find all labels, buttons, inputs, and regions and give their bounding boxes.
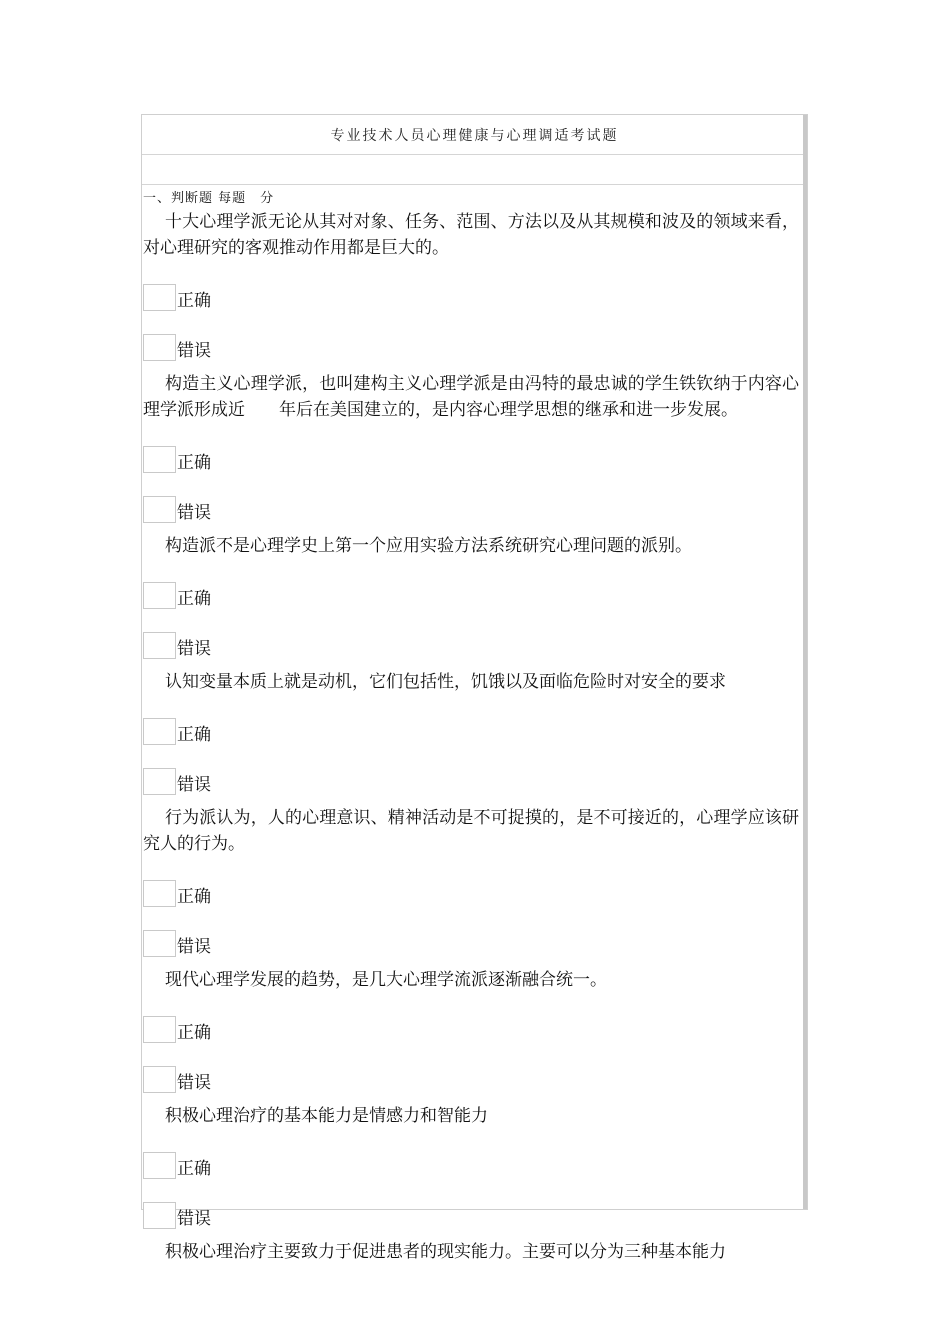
checkbox[interactable] [143,880,176,907]
option-true[interactable] [143,705,799,745]
checkbox[interactable] [143,582,176,609]
option-label: 错误 [177,937,211,957]
option-false[interactable] [143,321,799,361]
checkbox[interactable] [143,496,176,523]
exam-frame [141,114,808,1262]
question-text: 构造主义心理学派，也叫建构主义心理学派是由冯特的最忠诚的学生铁钦纳于内容心理学派形成近 年后在美国建立的，是内容心理学思想的继承和进一步发展。 [143,374,799,420]
option-label: 错误 [177,639,211,659]
option-label: 正确 [177,589,211,609]
checkbox[interactable] [143,632,176,659]
empty-row [142,155,807,185]
option-label: 错误 [177,341,211,361]
option-false[interactable] [143,1189,799,1229]
option-label: 错误 [177,775,211,795]
option-label: 正确 [177,887,211,907]
question-text: 十大心理学派无论从其对对象、任务、范围、方法以及从其规模和波及的领域来看，对心理研究的客观推动作用都是巨大的。 [143,212,799,258]
option-false[interactable] [143,917,799,957]
question-text: 现代心理学发展的趋势，是几大心理学流派逐渐融合统一。 [165,970,607,990]
option-label: 错误 [177,1209,211,1229]
option-true[interactable] [143,867,799,907]
title-row [142,115,807,155]
option-label: 正确 [177,725,211,745]
option-false[interactable] [143,1053,799,1093]
question-text: 积极心理治疗主要致力于促进患者的现实能力。主要可以分为三种基本能力 [165,1242,726,1262]
scrollbar[interactable] [803,115,807,1209]
option-true[interactable] [143,433,799,473]
question-text: 行为派认为，人的心理意识、精神活动是不可捉摸的，是不可接近的，心理学应该研究人的行为。 [143,808,799,854]
option-label: 正确 [177,291,211,311]
checkbox[interactable] [143,1016,176,1043]
option-label: 错误 [177,1073,211,1093]
section-header [143,191,799,207]
option-true[interactable] [143,1139,799,1179]
checkbox[interactable] [143,284,176,311]
checkbox[interactable] [143,446,176,473]
option-true[interactable] [143,1003,799,1043]
checkbox[interactable] [143,930,176,957]
option-label: 错误 [177,503,211,523]
question-text: 构造派不是心理学史上第一个应用实验方法系统研究心理问题的派别。 [165,536,692,556]
question-text: 认知变量本质上就是动机，它们包括性，饥饿以及面临危险时对安全的要求 [165,672,726,692]
question-list [142,185,807,1265]
checkbox[interactable] [143,768,176,795]
checkbox[interactable] [143,334,176,361]
option-true[interactable] [143,569,799,609]
section-label: 一、判断题 [143,191,214,206]
option-false[interactable] [143,619,799,659]
section-per-question: 每题 [218,191,247,206]
question-text: 积极心理治疗的基本能力是情感力和智能力 [165,1106,488,1126]
section-unit: 分 [260,191,275,206]
option-true[interactable] [143,271,799,311]
checkbox[interactable] [143,1066,176,1093]
checkbox[interactable] [143,1152,176,1179]
option-label: 正确 [177,1023,211,1043]
checkbox[interactable] [143,1202,176,1229]
option-label: 正确 [177,1159,211,1179]
option-false[interactable] [143,755,799,795]
checkbox[interactable] [143,718,176,745]
option-false[interactable] [143,483,799,523]
option-label: 正确 [177,453,211,473]
page-title: 专业技术人员心理健康与心理调适考试题 [330,127,619,144]
